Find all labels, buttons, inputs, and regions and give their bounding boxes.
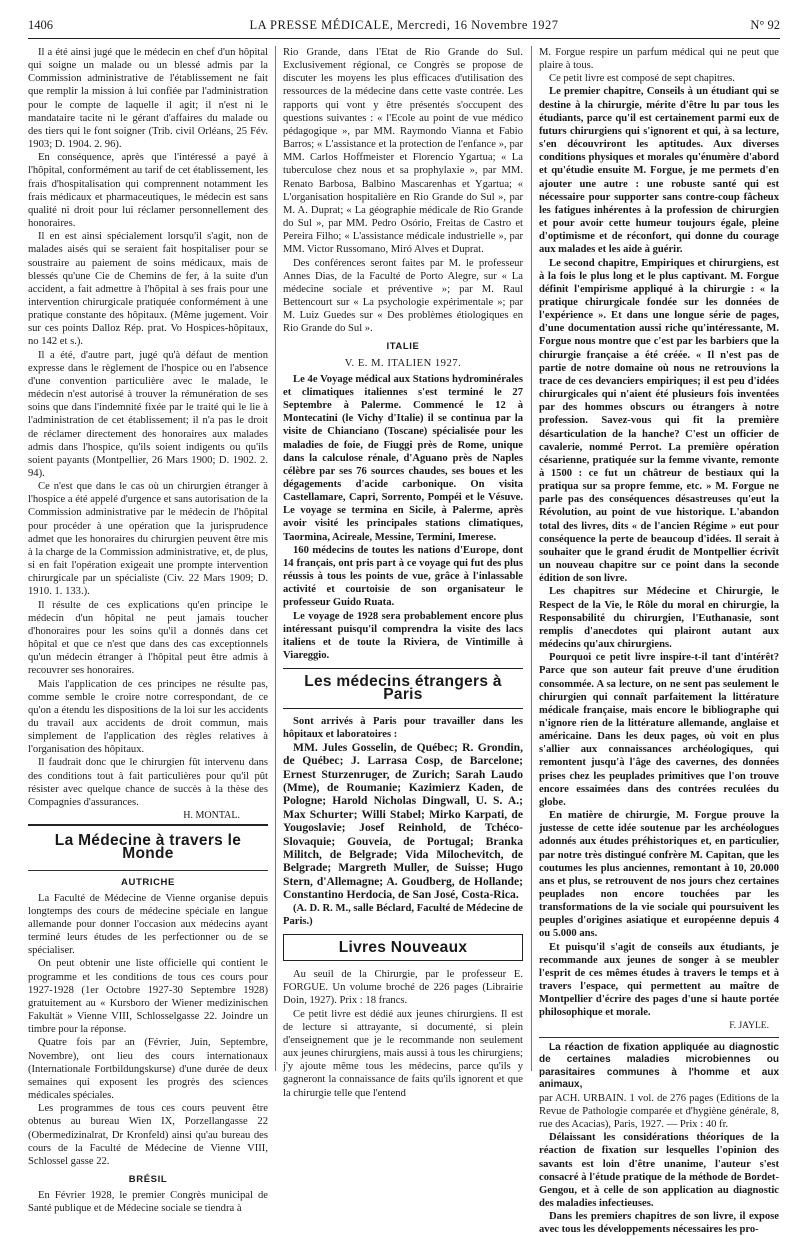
divider [28,870,268,871]
dateline: V. E. M. ITALIEN 1927. [344,357,462,369]
column-rule [531,46,532,1071]
paragraph: Il a été ainsi jugé que le médecin en chef d'un hôpital qui soigne un malade ou un blessé admis par la Commission administrative de l'établissement ne fait que remplir la mission à lui confiée par l'administration pour le compte de laquelle il agit; il n'est ni le mandataire tacite ni le gérant d'affaires du malade ou des tiers qui le font soigner (Trib. civil Orléans, 25 Fév. 1903; D. 1904. 2. 96). [28,47,268,151]
section-title: Les médecins étrangers à Paris [304,673,502,704]
paragraph: Sont arrivés à Paris pour travailler dans les hôpitaux et laboratoires : [283,715,523,740]
paragraph: Des conférences seront faites par M. le professeur Annes Dias, de la Faculté de Porto Alegre, sur « La médecine sociale et préventive »; par M. Raul Bettencourt sur « La psychologie expérimentale »; par M. Luiz Guedes sur « Des problèmes étiologiques en Rio Grande do Sul ». [283,257,523,335]
paragraph: Dans les premiers chapitres de son livre, il expose avec tous les développements nécessaires les pro- [539,1211,779,1236]
paragraph: Le 4e Voyage médical aux Stations hydrominérales et climatiques italiennes s'est terminé le 27 Septembre à Palerme. Commencé le 12 à Montecatini (le Vichy d'Italie) il se continua par la visite de Chianciano (Toscane) spécialisée pour les maladies de foie, de Fiuggi près de Rome, unique dans la calculose rénale, d'Aguano près de Naples célèbre par ses 76 sources chaudes, ses boues et les dégagements d'acide carbonique. On visita Castellamare, Capri, Sorrento, Pompéi et le Vésuve. Le voyage se termina en Sicile, à Palerme, après avoir visité les principales stations climatiques, Taormina, Acireale, Messine, Termini, Imerese. [283,373,523,543]
paragraph: Ce petit livre est dédié aux jeunes chirurgiens. Il est de lecture si attrayante, si documenté, si plein d'enseignement que je le recommande non seulement aux jeunes chirurgiens, mais aussi à tous les chirurgiens; j'y ajoute même tous les médecins, parce qu'ils y gagneront la connaissance de faits qu'ils ignorent et que la chirurgie telle que l'entend [283,1008,523,1099]
paragraph: Il a été, d'autre part, jugé qu'à défaut de mention expresse dans le règlement de l'hospice ou en l'absence d'une convention particulière avec le malade, le médecin n'est autorisé à trouver la rémunération de ses soins que dans l'indemnité fixée par le traité qui le lie à l'administration de cet établissement; il n'a pas le droit de réclamer directement des honoraires aux malades admis dans l'hospice, qu'ils soient indigents ou qu'ils soient payants (Montpellier, 26 Mars 1900; D. 1902. 2. 94). [28,349,268,479]
page [28,12,780,1236]
paragraph: Quatre fois par an (Février, Juin, Septembre, Novembre), ont lieu des cours internationaux (Internationale Fortbildungskurse) d'une durée de deux semaines qui exposent les progrès des sciences médicales spéciales. [28,1037,268,1102]
page-number: 1406 [28,18,53,32]
country-heading: BRÉSIL [128,1173,168,1185]
paragraph: Et puisqu'il s'agit de conseils aux étudiants, je recommande aux jeunes de songer à se meubler l'esprit de ces mêmes études à travers le temps et à travers l'espace, qui permettent au maître de Montpellier d'écrire des pages d'une si haute portée philosophique et morale. [539,941,779,1019]
paragraph: 160 médecins de toutes les nations d'Europe, dont 14 français, ont pris part à ce voyage qui fut des plus réussis à tous les points de vue, grâce à l'inlassable activité et courtoisie de son organisateur le professeur Guido Ruata. [283,544,523,609]
article-reference: par ACH. URBAIN. 1 vol. de 276 pages (Editions de la Revue de Pathologie comparée et d'hygiène générale, 8, rue des Acacias), Paris, 1927. — Prix : 40 fr. [539,1092,779,1131]
journal-title: LA PRESSE MÉDICALE, Mercredi, 16 Novembre 1927 [249,18,559,32]
section-title: La Médecine à travers le Monde [54,832,242,863]
section-divider [28,824,268,826]
paragraph: En matière de chirurgie, M. Forgue prouve la justesse de cette idée soutenue par les archéologues adonnés aux études préhistoriques et, en particulier, par notre très distingué confrère M. Capitan, que les coutumes les plus anciennes, remontant à 10, 20.000 ans et plus, se retrouvent de nos jours chez certaines peuplades non encore touchées par les transformations de la vie sociale qui poursuivent les peuples d'origines asiatique et européenne depuis 4 ou 5.000 ans. [539,810,779,940]
paragraph: En Février 1928, le premier Congrès municipal de Santé publique et de Médecine sociale se tiendra à [28,1190,268,1215]
author-signature: F. JAYLE. [729,1020,769,1031]
section-title: Livres Nouveaux [338,939,468,956]
article-title: La réaction de fixation appliquée au diagnostic de certaines maladies microbiennes ou parasitaires communes à l'homme et aux animaux, [539,1041,779,1091]
paragraph: Mais l'application de ces principes ne résulte pas, comme semble le croire notre correspondant, de ce qu'on a étendu les dispositions de la loi sur les accidents du travail aux accidents de droit commun, mais simplement de l'application des règles relatives à l'organisation des hôpitaux. [28,678,268,756]
author-signature: H. MONTAL. [183,810,240,822]
paragraph: Délaissant les considérations théoriques de la réaction de fixation sur lesquelles l'opinion des savants est loin d'être unanime, l'auteur s'est consacré à l'étude pratique de la méthode de Bordet-Gengou, et à celle de son application au diagnostic des maladies infectieuses. [539,1132,779,1209]
paragraph: Le premier chapitre, Conseils à un étudiant qui se destine à la chirurgie, mérite d'être lu par tous les étudiants, parce qu'il est certainement parmi eux de futurs chirurgiens qui s'ignorent et qui, à sa lecture, s'en découvriront les aptitudes. Aux diverses conditions physiques et morales qu'énumère d'abord et qu'étudie ensuite M. Forgue, je me permets d'en ajouter une autre : une robuste santé qui est nécessaire pour supporter sans contre-coup fâcheux les fatigues inhérentes à la profession de chirurgien et pour avoir cette humeur toujours égale, pleine d'optimisme et de réconfort, qui donne du courage aux malades et les aide à guérir. [539,86,779,256]
paragraph: M. Forgue respire un parfum médical qui ne peut que plaire à tous. [539,47,779,72]
country-heading: ITALIE [386,341,420,353]
issue-number: N° 92 [750,18,780,32]
paragraph: Ce n'est que dans le cas où un chirurgien étranger à l'hospice a été appelé d'urgence et sans autorisation de la Commission administrative par le médecin de l'hôpital pour procéder à une opération que la jurisprudence admet que les honoraires du chirurgien peuvent être mis à la charge de la Commission administrative, et, de plus, si en fait l'opération exigeait une prompte intervention chirurgicale par un spécialiste (Civ. 22 Mars 1909; D. 1910. 1. 133.). [28,481,268,598]
paragraph: Le voyage de 1928 sera probablement encore plus intéressant puisqu'il comprendra la visite des lacs italiens et de toute la Riviera, de Vintimille à Viareggio. [283,610,523,662]
column-2 [283,46,523,1099]
paragraph: Il résulte de ces explications qu'en principe le médecin d'un hôpital ne peut jamais toucher d'honoraires pour les soins qu'il a donnés dans cet hôpital et que ce n'est que dans des cas exceptionnels qu'un médecin étranger à l'hôpital peut être admis à recouvrer ses honoraires. [28,599,268,677]
running-header [28,12,780,39]
names-list: MM. Jules Gosselin, de Québec; R. Grondin, de Québec; J. Larrasa Cosp, de Barcelone; Ernest Sturzenruger, de Zurich; Sarah Laudo (Mme), de Roumanie; Kazimierz Kaden, de Pologne; Harold Nicholas Dingwall, U. S. A.; Max Schurter; Willi Stabel; Mirko Karpati, de Yougoslavie; Josef Reinhold, de Tchéco-Slovaquie; Gouveia, de Portugal; Branka Militch, de Belgrade; Vida Milochevitch, de Belgrade; Margreth Muller, de Suisse; Hugo Stern, d'Allemagne; A. Goudberg, de Hollande; Constantino Herdocia, de San José, Costa-Rica. [283,740,523,902]
paragraph: Les programmes de tous ces cours peuvent être obtenus au bureau Wien IX, Porzellangasse 22 (Obermedizinalrat, Dr Kronfeld) ainsi qu'au bureau des cours de la Faculté de Médecine de Vienne VIII, Schlossel gasse 22. [28,1103,268,1167]
section-header-box [283,934,523,961]
paragraph: Il en est ainsi spécialement lorsqu'il s'agit, non de malades aisés qui se seraient fait hospitaliser pour se soustraire au paiement de soins médicaux, mais de blessés qu'une Cie de Chemins de fer, à la suite d'un accident, a fait admettre à l'hôpital à ses frais pour une intervention chirurgicale pratiquée conformément à une pratique constante des hôpitaux. (Même jugement. Voir sur ces points Dalloz Rép. prat. Vo Hospices-hôpitaux, no 142 et s.). [28,231,268,348]
paragraph: La Faculté de Médecine de Vienne organise depuis longtemps des cours de médecine spéciale en langue allemande pour donner l'occasion aux médecins ayant terminé leurs études de les perfectionner ou de se spécialiser. [28,892,268,957]
divider [539,1037,779,1038]
column-1 [28,46,268,1215]
column-rule [275,46,276,1071]
paragraph: Il faudrait donc que le chirurgien fût intervenu dans des conditions tout à fait particulières pour qu'il pût résister avec quelque chance de succès à la thèse des Compagnies d'assurances. [28,757,268,808]
paragraph: En conséquence, après que l'intéressé a payé à l'hôpital, conformément au tarif de cet établissement, les frais d'hospitalisation qui comprennent notamment les frais médicaux et pharmaceutiques, le médecin est sans qualité ni droit pour lui réclamer personnellement des honoraires. [28,152,268,230]
paragraph: Les chapitres sur Médecine et Chirurgie, le Respect de la Vie, le Rôle du moral en chirurgie, la Responsabilité du chirurgien, l'Euthanasie, sont remplis d'anecdotes qui plairont autant aux médecins qu'aux chirurgiens. [539,586,779,651]
paragraph: Pourquoi ce petit livre inspire-t-il tant d'intérêt? Parce que son auteur fait preuve d'une érudition consommée. A sa lecture, on ne sent pas seulement le chirurgien qui connaît parfaitement la littérature médicale française, mais encore le bibliographe qui n'ignore rien de la littérature allemande, anglaise et américaine. Dans les deux pages, où voit en plus s'allier aux connaissances archéologiques, qui remontent jusqu'à l'âge des cavernes, des données prises chez les peuplades primitives que l'on trouve encore essaimées dans des contrées reculées du globe. [539,652,779,808]
paragraph: On peut obtenir une liste officielle qui contient le programme et les conditions de tous ces cours pour 1927-1928 (1er Octobre 1927-30 Septembre 1928) gratuitement au « Kursboro der Wiener medizinischen Fakultät » Vienne VIII, Schlosselgasse 22. Joindre un timbre pour la réponse. [28,958,268,1036]
paragraph: Le second chapitre, Empiriques et chirurgiens, est à la fois le plus long et le plus captivant. M. Forgue définit l'empirisme appliqué à la chirurgie : « la pratique chirurgicale fondée sur les données de l'expérience ». Et dans une longue série de pages, d'une documentation aussi riche qu'intéressante, M. Forgue nous montre que c'est par les barbiers que la chirurgie française a été créée. « Il n'est pas de partie de notre domaine où nous ne retrouvions la trace de ces devanciers empiriques; il est peu d'idées chirurgicales qui n'aient été plusieurs fois inventées par des hommes obscurs ou étrangers à notre profession. Savez-vous qui fit la première désarticulation de la hanche? C'est un officier de cavalerie, nommé Perrot. La première opération césarienne, pratiquée sur la femme vivante, remonte à 1500 : ce fut un châtreur de bestiaux qui la pratiqua sur sa propre femme, etc. » M. Forgue ne parle pas des conséquences désastreuses qu'eut la Révolution, au point de vue historique. L'abandon total des livres, dits « de l'ancien Régime » eut pour conséquence la perte de beaucoup d'idées. Il serait à souhaiter que le grand érudit de Montpellier écrivît un nouveau chapitre sur ce point dans la seconde édition de son livre. [539,257,779,585]
paragraph: Ce petit livre est composé de sept chapitres. [549,73,735,85]
section-header-box [283,668,523,708]
country-heading: AUTRICHE [121,876,175,888]
paragraph: (A. D. R. M., salle Béclard, Faculté de Médecine de Paris.) [283,902,523,927]
book-heading: Au seuil de la Chirurgie, par le professeur E. FORGUE. Un volume broché de 226 pages (Librairie Doin, 1927). Prix : 18 francs. [283,969,523,1007]
column-3 [539,46,779,1236]
paragraph: Rio Grande, dans l'Etat de Rio Grande do Sul. Exclusivement régional, ce Congrès se propose de discuter les moyens les plus efficaces d'utilisation des ressources de la médecine dans cette vaste contrée. Les rapports qui vont y être présentés s'occupent des questions suivantes : « l'Ecole au point de vue médico pédagogique », par MM. Raymondo Vianna et Fabio Barros; « L'assistance et la protection de l'enfance », par MM. Carlos Hoffmeister et Florencio Ygartua; « La tuberculose chez nous et sa prophylaxie », par MM. Renato Barbosa, Balbino Mascarenhas et Ygartua; « L'organisation hospitalière en Rio Grande do Sul », par M. A. Duprat; « La géographie médicale de Rio Grande do Sul », par MM. Pedro Osório, Freitas de Castro et Pereira Filho; « L'assistance médicale industrielle », par MM. Victor Russomano, Miró Alves et Duprat. [283,47,523,256]
